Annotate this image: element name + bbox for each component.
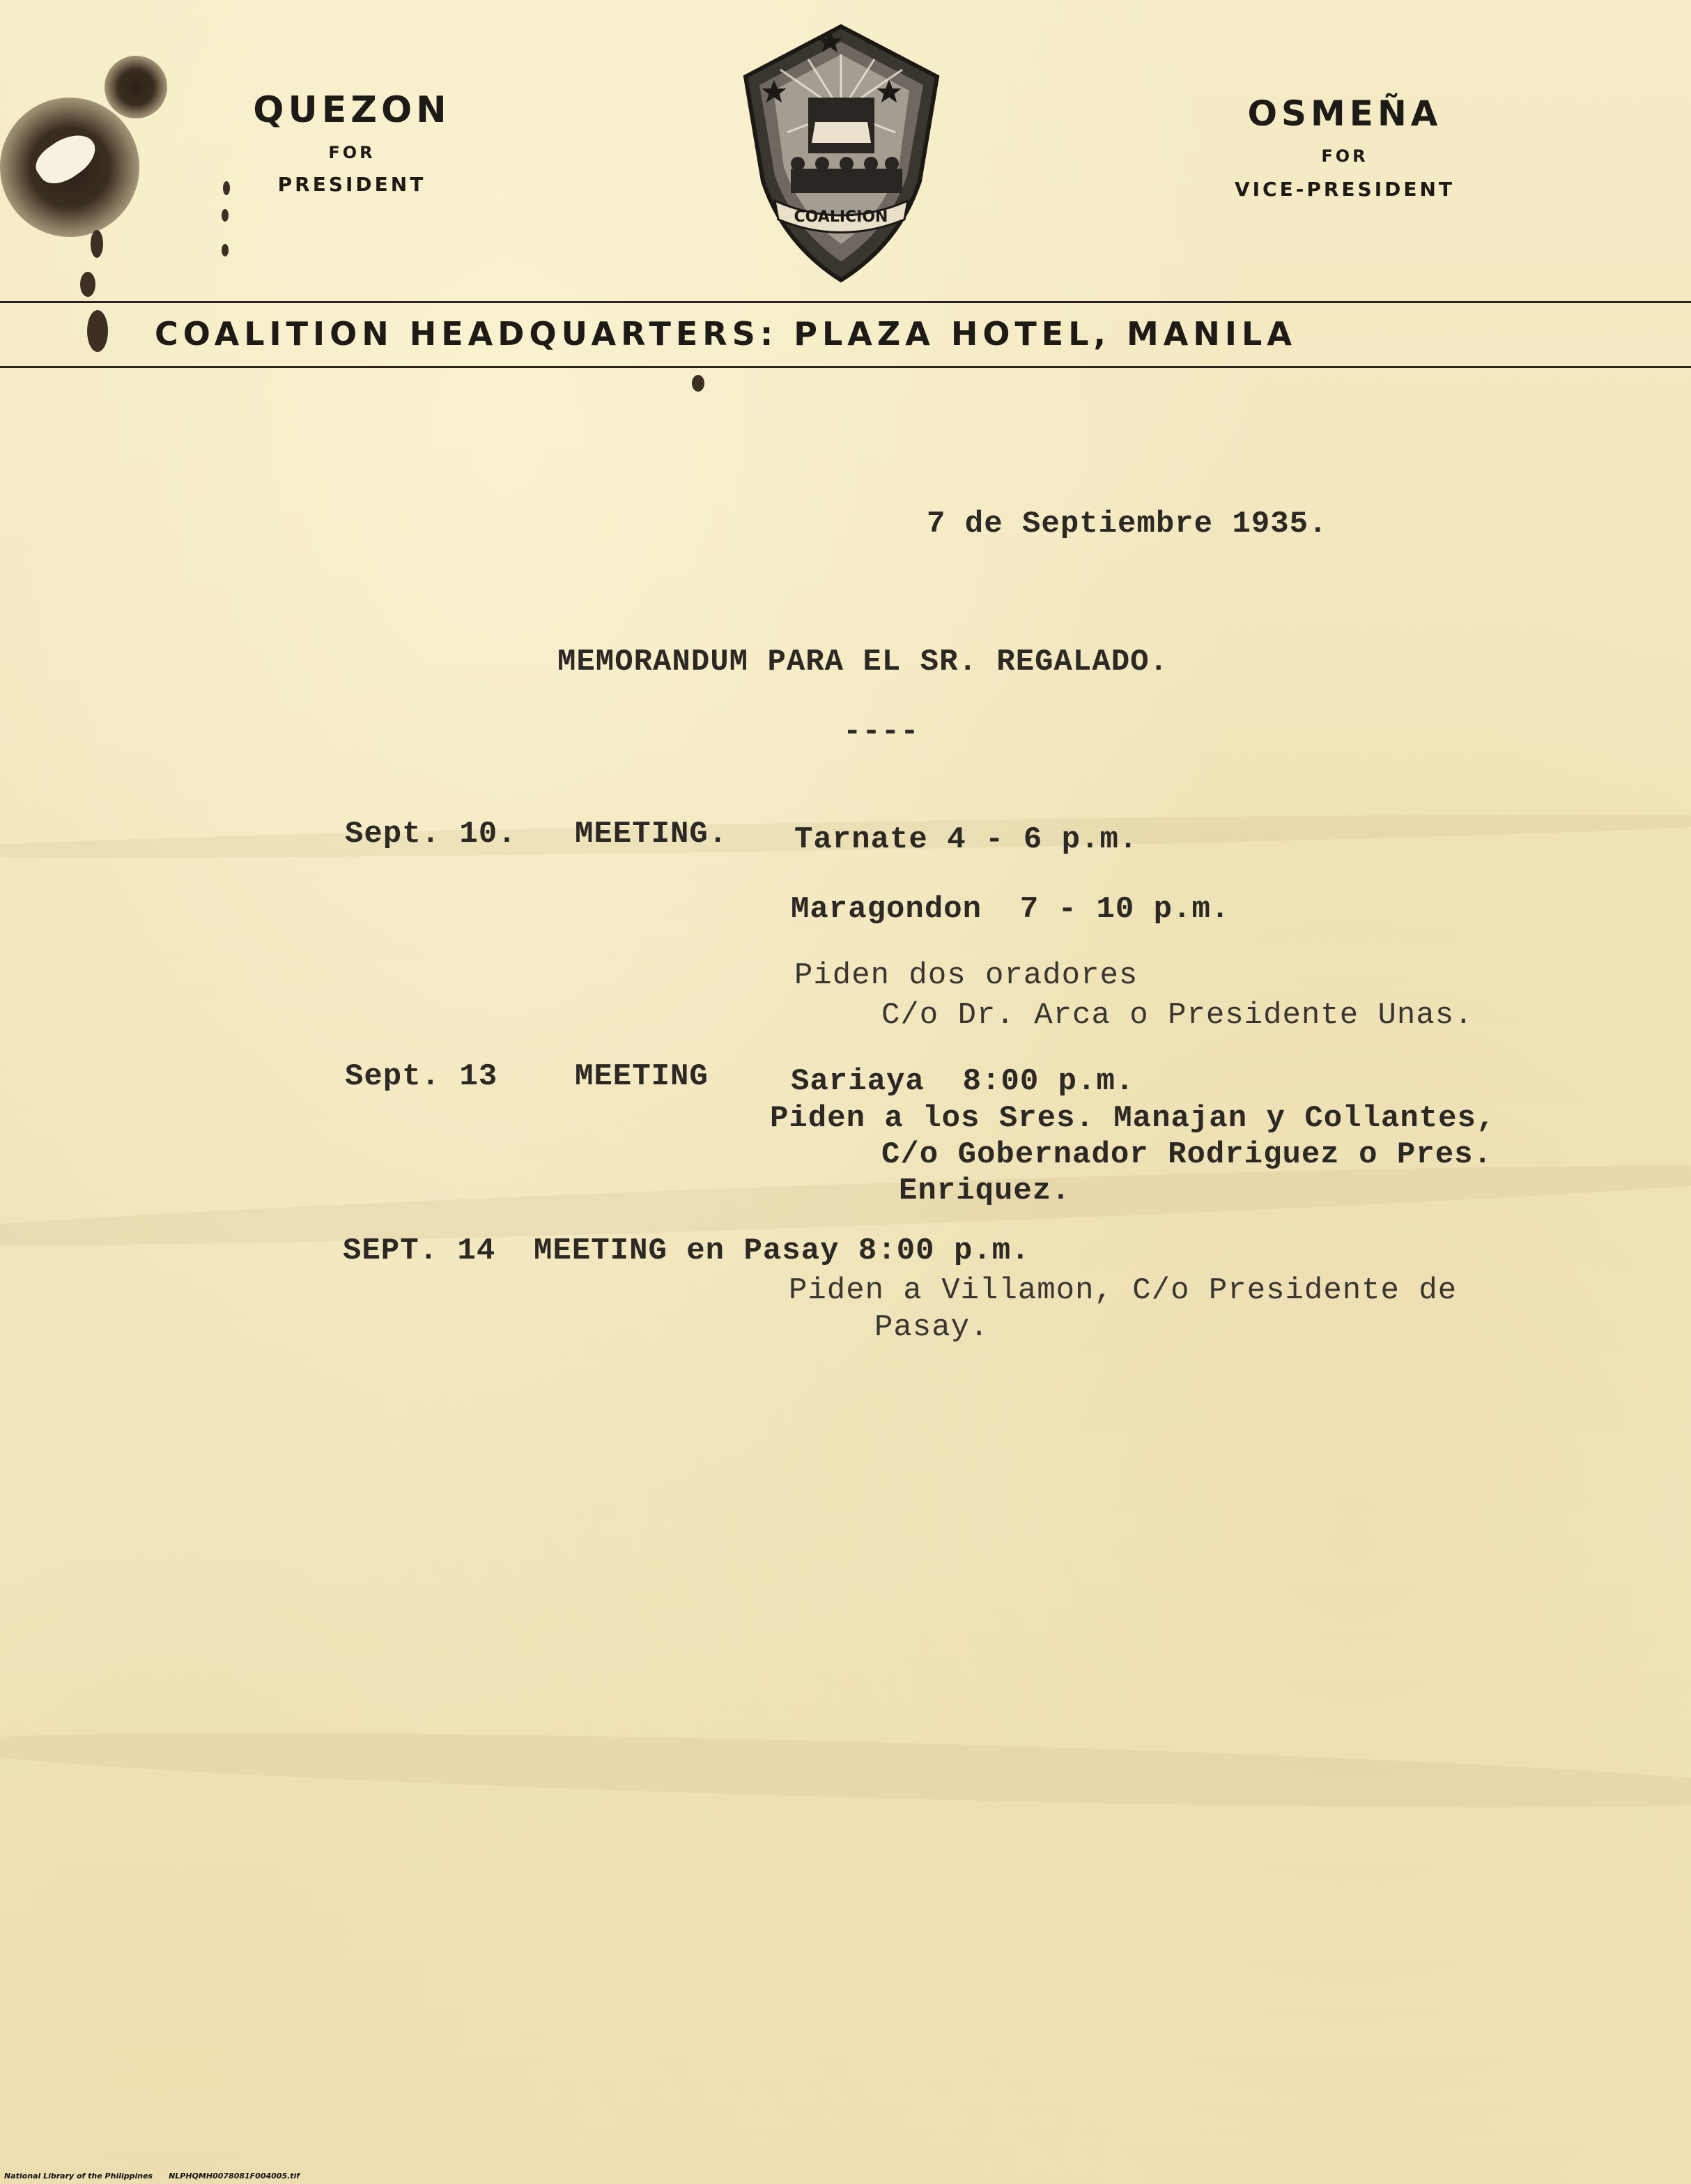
candidate-name-left: QUEZON (253, 89, 451, 131)
ink-drip (87, 310, 108, 352)
ink-drip (223, 181, 230, 195)
letterhead-rule-top (0, 301, 1691, 303)
entry-line: Piden a los Sres. Manajan y Collantes, (770, 1101, 1496, 1136)
entry-line: Pasay. (874, 1310, 989, 1345)
burn-mark (105, 56, 167, 118)
entry-line: Enriquez. (899, 1174, 1071, 1208)
footer-credit: National Library of the Philippines (4, 2171, 153, 2181)
ink-drip (80, 272, 95, 297)
entry-event: MEETING. (575, 817, 728, 852)
entry-line: C/o Gobernador Rodriguez o Pres. (881, 1137, 1492, 1172)
paper-fold (0, 1718, 1691, 1823)
footer-filename: NLPHQMH0078081F004005.tif (169, 2171, 300, 2181)
ink-drip (222, 209, 229, 222)
memo-title: MEMORANDUM PARA EL SR. REGALADO. (557, 645, 1168, 679)
archive-footer (4, 2171, 300, 2181)
emblem-label: COALICION (794, 208, 888, 226)
memo-date: 7 de Septiembre 1935. (927, 507, 1328, 541)
office-label-left: PRESIDENT (277, 173, 426, 196)
office-label-right: VICE-PRESIDENT (1234, 178, 1456, 201)
coalition-emblem (732, 21, 951, 286)
entry-line: C/o Dr. Arca o Presidente Unas. (881, 998, 1474, 1033)
entry-line: Piden a Villamon, C/o Presidente de (789, 1273, 1458, 1308)
entry-event: MEETING (575, 1059, 709, 1094)
headquarters-line: COALITION HEADQUARTERS: PLAZA HOTEL, MANILA (155, 315, 1297, 353)
for-label-left: FOR (328, 143, 376, 162)
ink-drip (692, 375, 704, 392)
entry-heading: SEPT. 14 MEETING en Pasay 8:00 p.m. (343, 1233, 1030, 1268)
letterhead-rule-bottom (0, 366, 1691, 368)
entry-date: Sept. 13 (345, 1059, 498, 1094)
ink-drip (91, 230, 103, 258)
ink-drip (222, 244, 229, 256)
for-label-right: FOR (1321, 146, 1368, 166)
entry-date: Sept. 10. (345, 817, 517, 852)
entry-line: Maragondon 7 - 10 p.m. (791, 892, 1230, 927)
entry-line: Tarnate 4 - 6 p.m. (794, 822, 1138, 857)
entry-line: Piden dos oradores (794, 958, 1138, 993)
memo-separator: ---- (843, 714, 920, 749)
candidate-name-right: OSMEÑA (1247, 93, 1442, 134)
entry-line: Sariaya 8:00 p.m. (791, 1064, 1135, 1099)
